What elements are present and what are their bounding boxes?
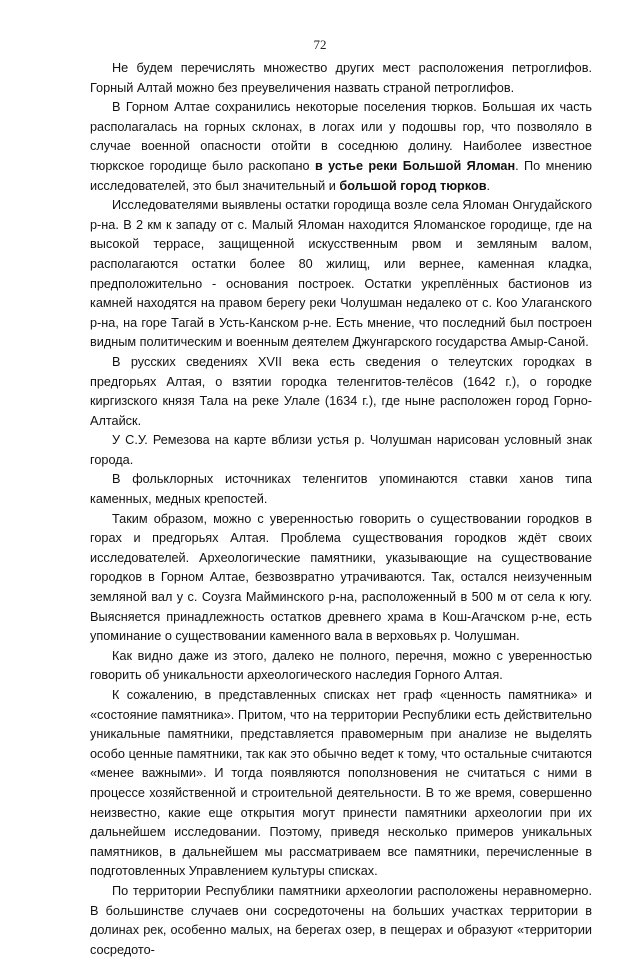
paragraph (90, 882, 592, 960)
text-run: У С.У. Ремезова на карте вблизи устья р. Чолушман нарисован условный знак города. (90, 433, 592, 467)
text-run: . (486, 178, 491, 193)
page-number: 72 (313, 37, 327, 52)
text-run: В русских сведениях XVII века есть сведения о телеутских городках в предгорьях Алтая, о взятии городка теленгитов-телёсов (1642 г.), о городке киргизского князя Тала на реке Улале (1634 г.), где ныне расположен город Горно-Алтайск. (90, 354, 592, 428)
paragraph (90, 196, 592, 353)
paragraph (90, 686, 592, 882)
document-body (90, 59, 592, 960)
paragraph (90, 431, 592, 470)
paragraph (90, 353, 592, 431)
text-run: В фольклорных источниках теленгитов упоминаются ставки ханов типа каменных, медных крепостей. (90, 472, 592, 507)
text-run: Таким образом, можно с уверенностью говорить о существовании городков в горах и предгорьях Алтая. Проблема существования городков ждёт своих исследователей. Археологические памятники, указывающие на существование городков в Горном Алтае, безвозвратно утрачиваются. Так, остался неизученным земляной вал у с. Соузга Майминского р-на, расположенный в 500 м от села к югу. Выясняется принадлежность остатков древнего храма в Кош-Агачском р-не, есть упоминание о существовании каменного вала в верховьях р. Чолушман. (90, 511, 592, 644)
paragraph (90, 59, 592, 98)
paragraph (90, 470, 592, 509)
text-run: По территории Республики памятники археологии расположены неравномерно. В большинстве случаев они сосредоточены на больших участках территории в долинах рек, особенно малых, на берегах озер, в пещерах и образуют «территории сосредото- (90, 883, 592, 957)
bold-text: в устье реки Большой Яломан (314, 158, 516, 173)
text-run: Исследователями выявлены остатки городища возле села Яломан Онгудайского р-на. В 2 км к западу от с. Малый Яломан находится Яломанское городище, где на высокой террасе, защищенной искусственным рвом и земляным валом, располагаются остатки более 80 жилищ, или вернее, каменная кладка, предположительно - основания построек. Остатки укреплённых бастионов из камней находятся на правом берегу реки Чолушман недалеко от с. Коо Улаганского р-на, на горе Тагай в Усть-Канском р-не. Есть мнение, что последний был построен видным политическим и военным деятелем Джунгарского государства Амыр-Саной. (90, 198, 592, 350)
text-run: К сожалению, в представленных списках нет граф «ценность памятника» и «состояние памятника». Притом, что на территории Республики есть действительно уникальные памятники, представляется правомерным при анализе не выделять особо ценные памятники, так как это обычно ведет к тому, что остальные считаются «менее важными». И тогда появляются поползновения не считаться с ними в процессе хозяйственной и строительной деятельности. В то же время, совершенно неизвестно, какие еще открытия могут принести памятники археологии при их дальнейшем исследовании. Поэтому, приведя несколько примеров уникальных памятников, в дальнейшем мы рассматриваем все памятники, перечисленные в подготовленных Управлением культуры списках. (90, 688, 592, 879)
text-run: . По мнению исследователей, это был значительный и (90, 158, 592, 193)
text-run: Не будем перечислять множество других мест расположения петроглифов. Горный Алтай можно без преувеличения назвать страной петроглифов. (90, 61, 592, 95)
paragraph (90, 647, 592, 686)
paragraph (90, 98, 592, 196)
paragraph (90, 510, 592, 647)
bold-text: большой город тюрков (339, 178, 487, 193)
text-run: Как видно даже из этого, далеко не полного, перечня, можно с уверенностью говорить об уникальности археологического наследия Горного Алтая. (90, 648, 592, 683)
text-run: В Горном Алтае сохранились некоторые поселения тюрков. Большая их часть располагалась на горных склонах, в логах или у подошвы гор, что позволяло в случае военной опасности отойти в соседнюю долину. Наиболее известное тюркское городище было раскопано (90, 100, 592, 173)
